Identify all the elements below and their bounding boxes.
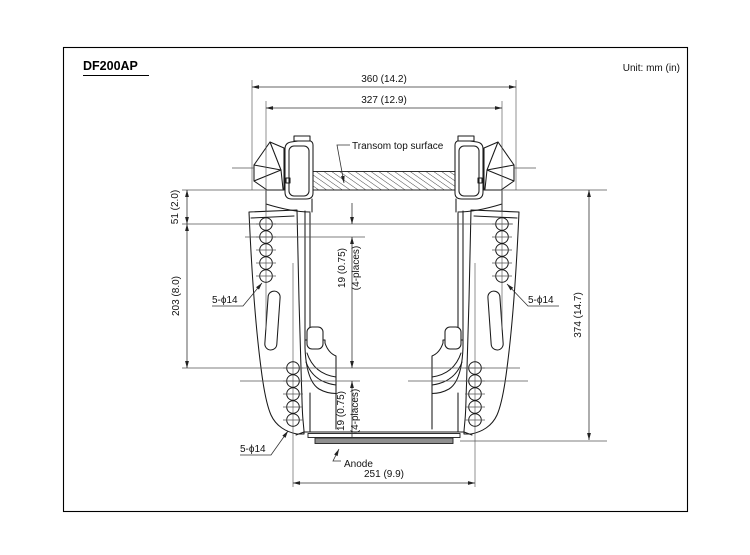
dim-lower-bolt-span: 251 (9.9): [363, 469, 405, 480]
dim-upper-bolt-span: 327 (12.9): [361, 95, 407, 106]
label-anode: Anode: [344, 459, 373, 470]
dim-hole-group-height: 203 (8.0): [171, 275, 182, 317]
trim-tab-right: [445, 327, 461, 349]
bracket-bottom: [296, 432, 472, 444]
label-holes-lower-left: 5-ϕ14: [240, 444, 266, 455]
label-transom-top-surface: Transom top surface: [352, 141, 444, 152]
model-title: DF200AP: [83, 59, 138, 73]
transom-hatch: [313, 172, 455, 191]
dim-hole-pitch-lower: 19 (0.75): [336, 390, 347, 432]
label-holes-upper-right: 5-ϕ14: [528, 295, 554, 306]
dim-overall-width: 360 (14.2): [361, 74, 407, 85]
dim-transom-height: 374 (14.7): [573, 292, 584, 338]
clamp-top-tab-right: [458, 136, 474, 141]
dim-hole-pitch-lower-places: (4-places): [350, 388, 361, 434]
unit-note: Unit: mm (in): [622, 63, 680, 74]
dim-top-to-first-hole: 51 (2.0): [170, 189, 181, 225]
dim-hole-pitch-upper: 19 (0.75): [337, 247, 348, 289]
clamp-top-tab-left: [294, 136, 310, 141]
label-holes-upper-left: 5-ϕ14: [212, 295, 238, 306]
anode-bar: [315, 438, 453, 444]
dim-hole-pitch-upper-places: (4-places): [351, 245, 362, 291]
bottom-plate: [308, 434, 460, 438]
trim-tab-left: [307, 327, 323, 349]
